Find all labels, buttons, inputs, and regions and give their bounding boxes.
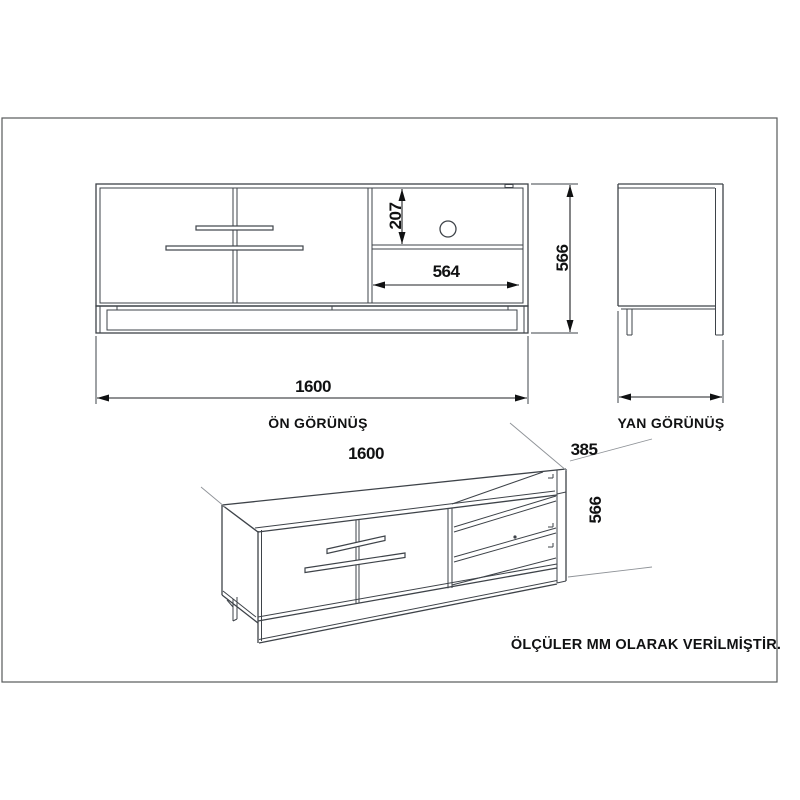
front-height-value: 566 — [553, 244, 572, 272]
iso-handle-lower — [305, 553, 405, 573]
front-shelf-height-value: 207 — [386, 202, 405, 230]
side-view-label: YAN GÖRÜNÜŞ — [617, 415, 725, 431]
front-view-cabinet — [96, 184, 528, 333]
perspective-view — [201, 423, 652, 643]
side-view-cabinet — [618, 184, 723, 335]
iso-shelf-upper — [454, 496, 556, 527]
perspective-width-value: 1600 — [348, 444, 384, 463]
iso-top-left-edge — [222, 505, 258, 532]
iso-top-back-edge — [222, 469, 566, 505]
front-view — [96, 184, 578, 431]
perspective-height-value: 566 — [586, 496, 605, 524]
hinge-notch — [505, 185, 513, 188]
iso-top-front-edge — [258, 495, 557, 532]
door-handle-lower — [166, 246, 303, 250]
front-shelf-width-value: 564 — [432, 262, 460, 281]
front-view-label: ÖN GÖRÜNÜŞ — [268, 415, 368, 431]
shelf-pin-mark — [548, 523, 553, 527]
shelf-pin-mark — [548, 474, 553, 478]
shelf-pin-mark — [548, 543, 553, 547]
iso-open-section — [452, 472, 556, 585]
units-note: ÖLÇÜLER MM OLARAK VERİLMİŞTİR. — [510, 637, 782, 653]
door-handle-upper — [196, 226, 273, 230]
front-dim-shelf-width — [373, 262, 519, 285]
side-dim-depth — [618, 311, 723, 403]
cable-hole — [440, 221, 456, 237]
base-frame-inner — [107, 310, 517, 330]
iso-left-bottom-edge — [222, 595, 258, 623]
side-view — [617, 184, 724, 431]
front-dim-shelf-height — [386, 189, 405, 244]
front-dim-height — [531, 184, 578, 333]
perspective-cabinet — [222, 469, 566, 643]
front-width-value: 1600 — [295, 377, 331, 396]
iso-shelf-lower — [454, 528, 556, 557]
iso-cable-hole-dot — [513, 535, 516, 538]
front-dim-width — [96, 336, 528, 404]
perspective-depth-value: 385 — [570, 440, 598, 459]
